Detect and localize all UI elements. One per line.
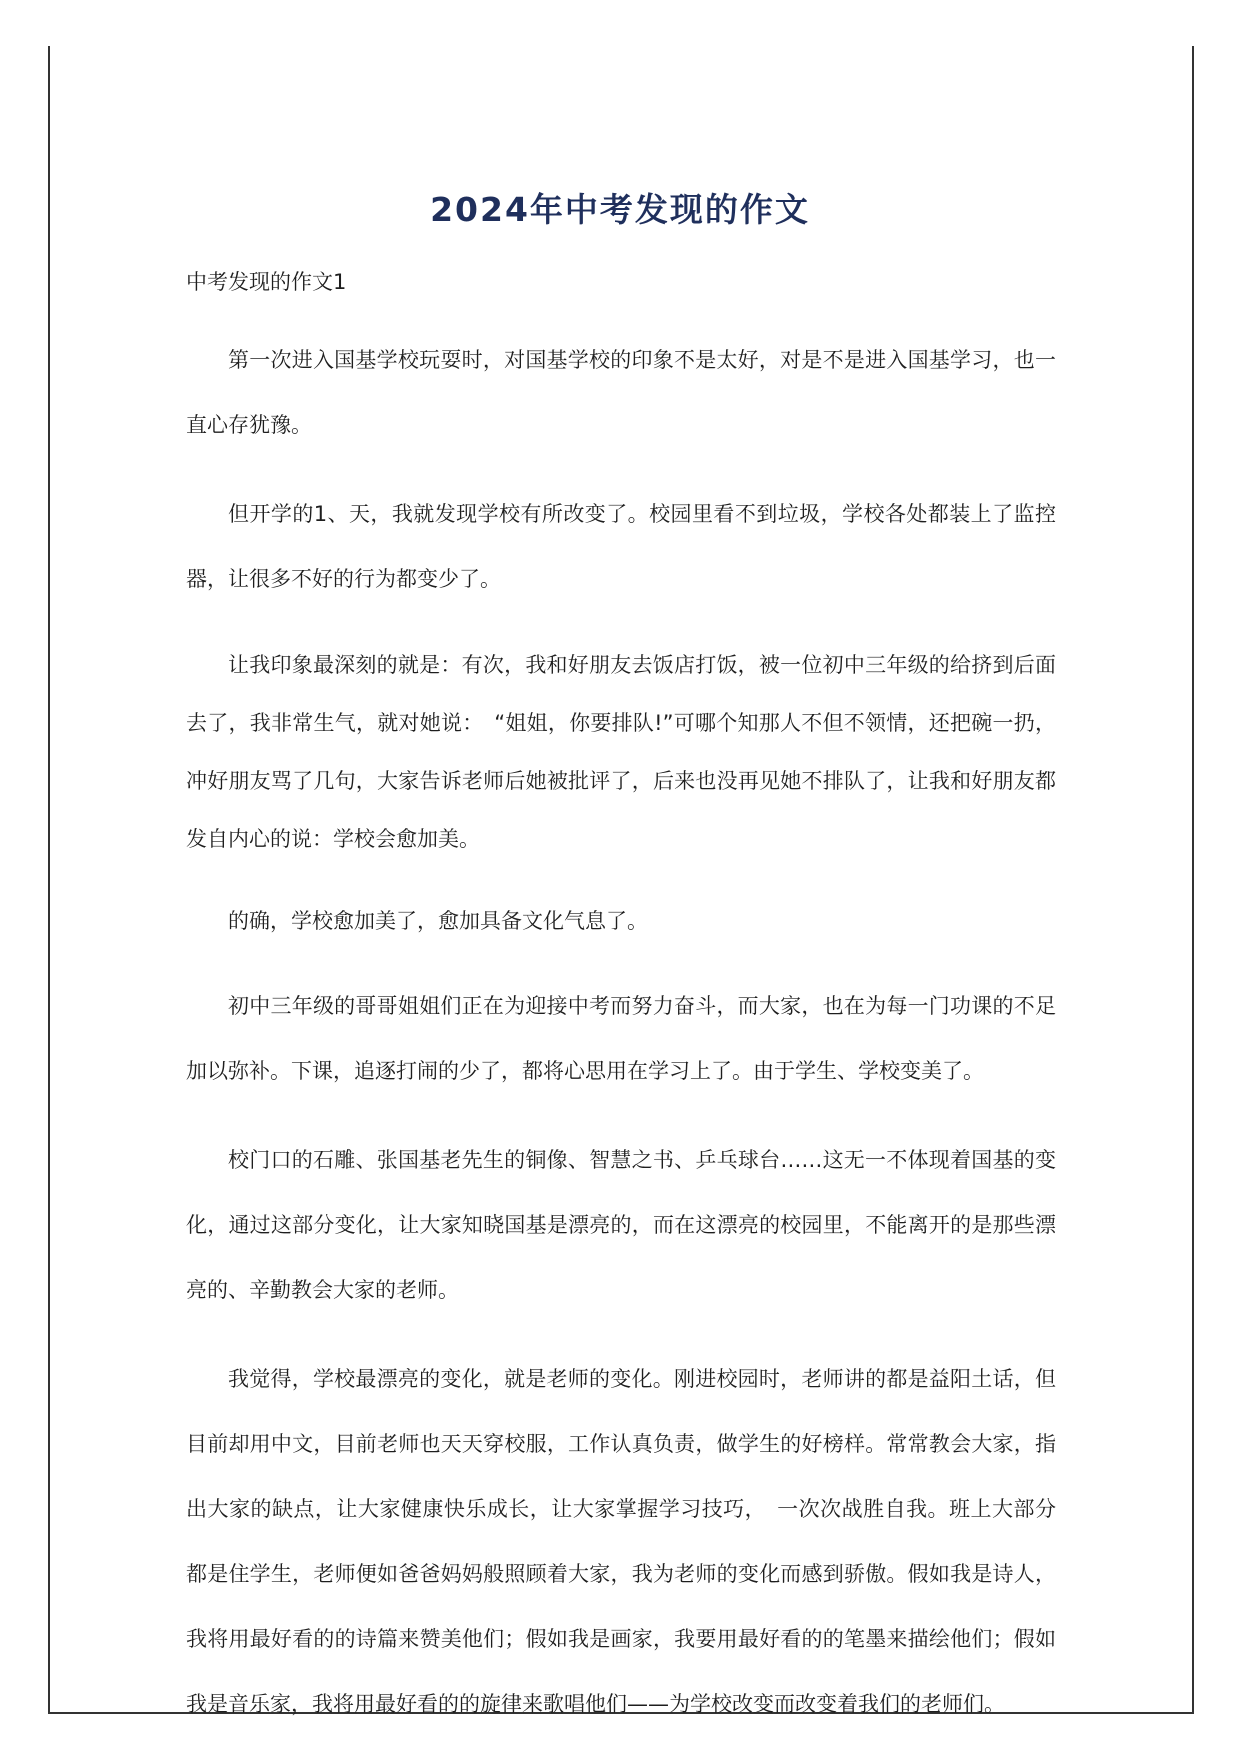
- section-heading: 中考发现的作文1: [186, 270, 347, 294]
- paragraph-1: 第一次进入国基学校玩耍时，对国基学校的印象不是太好，对是不是进入国基学习，也一直心存犹豫。: [186, 348, 1056, 437]
- document-body: [186, 262, 1056, 1761]
- document-title: 2024年中考发现的作文: [430, 190, 810, 230]
- paragraph-3: 让我印象最深刻的就是：有次，我和好朋友去饭店打饭，被一位初中三年级的给挤到后面去了，我非常生气，就对她说： “姐姐，你要排队!”可哪个知那人不但不领情，还把碗一扔，冲好朋友骂了几句，大家告诉老师后她被批评了，后来也没再见她不排队了，让我和好朋友都发自内心的说：学校会愈加美。: [186, 653, 1056, 851]
- paragraph-5: 初中三年级的哥哥姐姐们正在为迎接中考而努力奋斗，而大家，也在为每一门功课的不足加以弥补。下课，追逐打闹的少了，都将心思用在学习上了。由于学生、学校变美了。: [186, 994, 1056, 1083]
- paragraph-4: 的确，学校愈加美了，愈加具备文化气息了。: [228, 909, 648, 933]
- paragraph-7: 我觉得，学校最漂亮的变化，就是老师的变化。刚进校园时，老师讲的都是益阳土话，但目前却用中文，目前老师也天天穿校服，工作认真负责，做学生的好榜样。常常教会大家，指出大家的缺点，让大家健康快乐成长，让大家掌握学习技巧， 一次次战胜自我。班上大部分都是住学生，老师便如爸爸妈妈般照顾着大家，我为老师的变化而感到骄傲。假如我是诗人，我将用最好看的的诗篇来赞美他们；假如我是画家，我要用最好看的的笔墨来描绘他们；假如我是音乐家，我将用最好看的的旋律来歌唱他们——为学校改变而改变着我们的老师们。: [186, 1367, 1056, 1716]
- paragraph-2: 但开学的1、天，我就发现学校有所改变了。校园里看不到垃圾，学校各处都装上了监控器，让很多不好的行为都变少了。: [186, 502, 1056, 591]
- paragraph-6: 校门口的石雕、张国基老先生的铜像、智慧之书、乒乓球台……这无一不体现着国基的变化，通过这部分变化，让大家知晓国基是漂亮的，而在这漂亮的校园里，不能离开的是那些漂亮的、辛勤教会大家的老师。: [186, 1148, 1056, 1302]
